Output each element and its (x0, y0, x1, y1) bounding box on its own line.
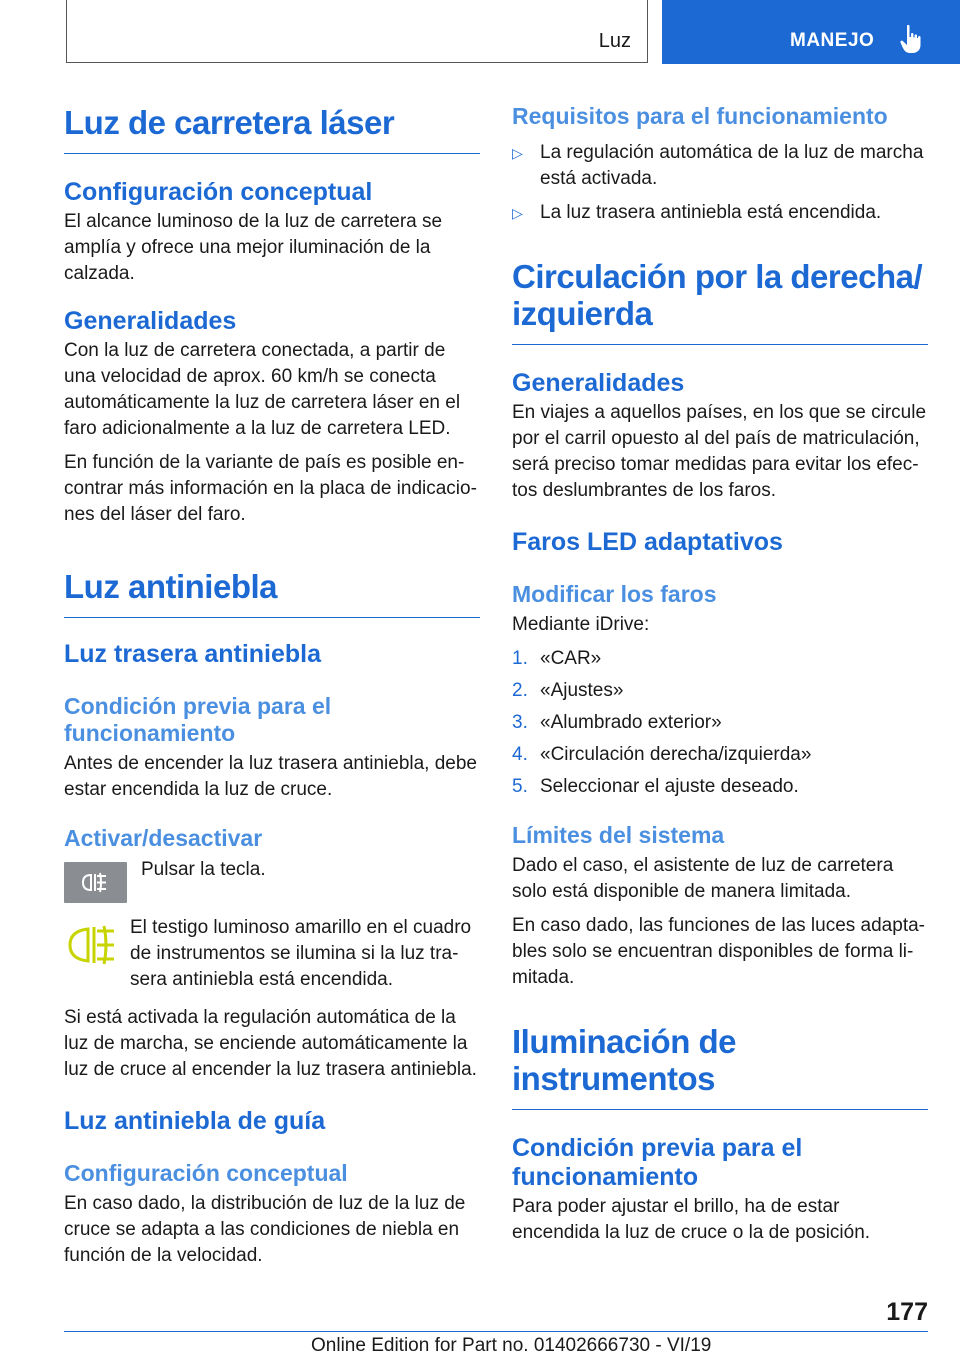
heading-guide-fog: Luz antiniebla de guía (64, 1107, 326, 1135)
step-number: 4. (512, 744, 528, 765)
paragraph-indicator: El testigo luminoso amarillo en el cuadro de instrumentos se ilumina si la luz trasera antiniebla está encendida. (130, 917, 472, 990)
list-item (512, 742, 928, 768)
step-text: «CAR» (540, 648, 602, 669)
heading-rear-fog-light: Luz trasera antiniebla (64, 640, 322, 668)
heading-fog-light: Luz antiniebla (64, 568, 480, 618)
chapter-tab[interactable] (662, 0, 960, 64)
list-item (512, 200, 928, 226)
heading-right-left-traffic: Circulación por la derecha/ izquierda (512, 258, 928, 345)
paragraph-auto-low-beam: Si está activada la regulación automática de la luz de marcha, se enciende automáticamente la luz de cruce al encender la luz trasera antiniebla. (64, 1007, 477, 1080)
paragraph-limits-1: Dado el caso, el asistente de luz de carretera solo está disponible de manera limitada. (512, 855, 894, 902)
footer-edition: Online Edition for Part no. 01402666730 - VI/19 (311, 1335, 712, 1356)
heading-concept: Configuración conceptual (64, 178, 373, 206)
paragraph-guide: En caso dado, la distribución de luz de la luz de cruce se adapta a las condiciones de niebla en función de la velocidad. (64, 1193, 466, 1266)
paragraph-limits-2: En caso dado, las funciones de las luces adaptables solo se encuentran disponibles de forma limitada. (512, 915, 925, 988)
paragraph-concept: El alcance luminoso de la luz de carretera se amplía y ofrece una mejor iluminación de la calzada. (64, 211, 443, 284)
paragraph-instrument-precondition: Para poder ajustar el brillo, ha de estar encendida la luz de cruce o la de posición. (512, 1196, 871, 1243)
header-section-box (66, 0, 648, 63)
heading-modify-headlights: Modificar los faros (512, 581, 717, 607)
heading-general: Generalidades (64, 307, 237, 335)
section-title: Luz (598, 30, 631, 52)
triangle-bullet-icon: ▷ (512, 145, 523, 161)
page-number: 177 (886, 1298, 928, 1326)
paragraph-general-2: En función de la variante de país es posible encontrar más información en la placa de indicaciones del láser del faro. (64, 452, 477, 525)
rear-fog-button-icon (64, 862, 127, 903)
left-column (64, 100, 480, 1269)
rear-fog-indicator-icon (64, 921, 126, 969)
bullet-text: La luz trasera antiniebla está encendida. (540, 202, 882, 223)
paragraph-press-button: Pulsar la tecla. (141, 859, 266, 880)
heading-adaptive-led: Faros LED adaptativos (512, 528, 783, 556)
paragraph-general-1: Con la luz de carretera conectada, a partir de una velocidad de aprox. 60 km/h se conecta automáticamente la luz de carretera láser en el faro adicionalmente a la luz de carretera LED. (64, 340, 461, 439)
step-text: «Ajustes» (540, 680, 624, 701)
paragraph-general: En viajes a aquellos países, en los que se circule por el carril opuesto al del país de matriculación, será preciso tomar medidas para evitar los efectos deslumbrantes de los faros. (512, 402, 927, 501)
heading-instrument-precondition: Condición previa para el funcionamiento (512, 1134, 803, 1191)
step-number: 5. (512, 776, 528, 797)
heading-guide-concept: Configuración conceptual (64, 1160, 348, 1186)
triangle-bullet-icon: ▷ (512, 205, 523, 221)
pointing-hand-icon (900, 24, 922, 54)
list-item (512, 646, 928, 672)
bullet-text: La regulación automática de la luz de marcha está activada. (540, 142, 924, 189)
step-number: 3. (512, 712, 528, 733)
chapter-tab-label: MANEJO (790, 30, 875, 51)
list-item (512, 140, 928, 192)
heading-requirements: Requisitos para el funcionamiento (512, 103, 888, 129)
footer-divider (64, 1331, 928, 1332)
list-item (512, 774, 928, 800)
indicator-row (64, 917, 480, 993)
list-item (512, 710, 928, 736)
step-number: 1. (512, 648, 528, 669)
steps-list (512, 646, 928, 800)
list-item (512, 678, 928, 704)
paragraph-idrive: Mediante iDrive: (512, 614, 650, 635)
heading-system-limits: Límites del sistema (512, 822, 725, 848)
step-number: 2. (512, 680, 528, 701)
heading-toggle: Activar/desactivar (64, 825, 263, 851)
step-text: Seleccionar el ajuste deseado. (540, 776, 799, 797)
paragraph-precondition: Antes de encender la luz trasera antiniebla, debe estar encendida la luz de cruce. (64, 753, 477, 800)
heading-general: Generalidades (512, 369, 685, 397)
fog-button-row (64, 859, 480, 903)
right-column (512, 100, 928, 1246)
heading-laser-high-beam: Luz de carretera láser (64, 104, 480, 154)
step-text: «Alumbrado exterior» (540, 712, 722, 733)
heading-instrument-lighting: Iluminación de instrumentos (512, 1023, 928, 1110)
heading-precondition: Condición previa para el funcionamiento (64, 693, 332, 746)
step-text: «Circulación derecha/izquierda» (540, 744, 812, 765)
